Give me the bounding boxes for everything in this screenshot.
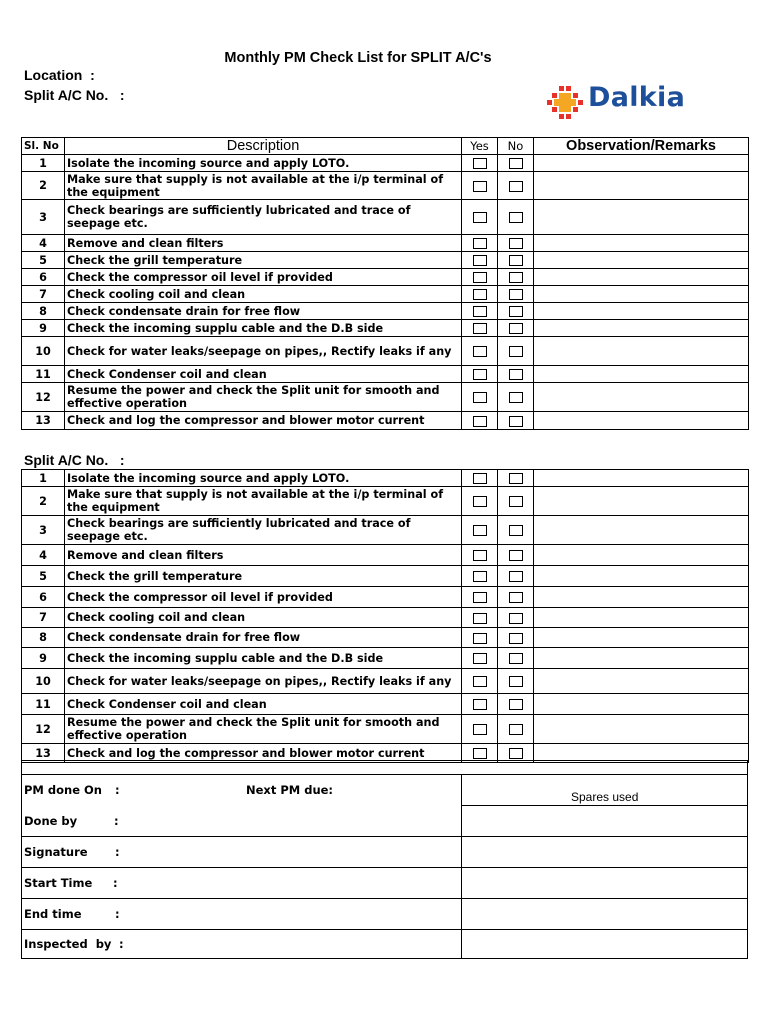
- yes-cell: [462, 320, 498, 337]
- yes-checkbox[interactable]: [473, 724, 487, 735]
- yes-checkbox[interactable]: [473, 699, 487, 710]
- row-description: Check the incoming supplu cable and the D.B side: [65, 648, 462, 669]
- no-checkbox[interactable]: [509, 571, 523, 582]
- no-checkbox[interactable]: [509, 724, 523, 735]
- remarks-cell[interactable]: [534, 470, 749, 487]
- signature-label: Signature: [24, 845, 88, 859]
- no-cell: [498, 608, 534, 628]
- remarks-cell[interactable]: [534, 320, 749, 337]
- row-sl-no: 11: [22, 366, 65, 383]
- checklist-table-1: [21, 137, 749, 430]
- yes-checkbox[interactable]: [473, 392, 487, 403]
- done-by-label: Done by: [24, 814, 78, 828]
- row-description: Check the compressor oil level if provided: [65, 269, 462, 286]
- remarks-cell[interactable]: [534, 383, 749, 412]
- no-cell: [498, 303, 534, 320]
- no-checkbox[interactable]: [509, 699, 523, 710]
- remarks-cell[interactable]: [534, 628, 749, 648]
- no-checkbox[interactable]: [509, 306, 523, 317]
- no-checkbox[interactable]: [509, 181, 523, 192]
- checklist-row: [22, 269, 749, 286]
- remarks-cell[interactable]: [534, 566, 749, 587]
- yes-checkbox[interactable]: [473, 748, 487, 759]
- row-description: Check cooling coil and clean: [65, 608, 462, 628]
- yes-checkbox[interactable]: [473, 323, 487, 334]
- remarks-cell[interactable]: [534, 337, 749, 366]
- row-sl-no: 13: [22, 412, 65, 430]
- no-checkbox[interactable]: [509, 346, 523, 357]
- yes-cell: [462, 286, 498, 303]
- row-sl-no: 4: [22, 235, 65, 252]
- checklist-body-2: [22, 470, 749, 763]
- yes-cell: [462, 200, 498, 235]
- yes-cell: [462, 383, 498, 412]
- yes-checkbox[interactable]: [473, 676, 487, 687]
- no-cell: [498, 235, 534, 252]
- header-yes: Yes: [462, 138, 498, 155]
- row-sl-no: 8: [22, 628, 65, 648]
- row-sl-no: 6: [22, 269, 65, 286]
- signoff-section: [21, 760, 748, 959]
- no-cell: [498, 252, 534, 269]
- checklist-row: [22, 608, 749, 628]
- checklist-row: [22, 470, 749, 487]
- checklist-row: [22, 303, 749, 320]
- no-checkbox[interactable]: [509, 496, 523, 507]
- inspected-by-label: Inspected by: [24, 937, 112, 951]
- remarks-cell[interactable]: [534, 303, 749, 320]
- checklist-row: [22, 628, 749, 648]
- yes-cell: [462, 269, 498, 286]
- checklist-row: [22, 669, 749, 694]
- no-checkbox[interactable]: [509, 323, 523, 334]
- yes-checkbox[interactable]: [473, 525, 487, 536]
- remarks-cell[interactable]: [534, 366, 749, 383]
- yes-checkbox[interactable]: [473, 613, 487, 624]
- yes-cell: [462, 715, 498, 744]
- no-checkbox[interactable]: [509, 653, 523, 664]
- row-sl-no: 7: [22, 608, 65, 628]
- remarks-cell[interactable]: [534, 487, 749, 516]
- yes-checkbox[interactable]: [473, 369, 487, 380]
- no-cell: [498, 412, 534, 430]
- remarks-cell[interactable]: [534, 648, 749, 669]
- no-checkbox[interactable]: [509, 416, 523, 427]
- yes-checkbox[interactable]: [473, 550, 487, 561]
- split-ac-no-label: Split A/C No. :: [24, 87, 125, 103]
- header-no: No: [498, 138, 534, 155]
- no-checkbox[interactable]: [509, 525, 523, 536]
- row-sl-no: 9: [22, 320, 65, 337]
- row-description: Make sure that supply is not available at the i/p terminal of the equipment: [65, 172, 462, 200]
- checklist-row: [22, 320, 749, 337]
- row-sl-no: 13: [22, 744, 65, 763]
- header-sl-no: Sl. No: [22, 138, 65, 155]
- remarks-cell[interactable]: [534, 412, 749, 430]
- row-sl-no: 5: [22, 566, 65, 587]
- row-sl-no: 1: [22, 470, 65, 487]
- row-sl-no: 10: [22, 337, 65, 366]
- no-cell: [498, 269, 534, 286]
- row-sl-no: 2: [22, 487, 65, 516]
- remarks-cell[interactable]: [534, 608, 749, 628]
- no-checkbox[interactable]: [509, 255, 523, 266]
- no-cell: [498, 200, 534, 235]
- no-cell: [498, 545, 534, 566]
- no-checkbox[interactable]: [509, 592, 523, 603]
- no-cell: [498, 172, 534, 200]
- yes-cell: [462, 303, 498, 320]
- checklist-row: [22, 412, 749, 430]
- remarks-cell[interactable]: [534, 669, 749, 694]
- yes-checkbox[interactable]: [473, 496, 487, 507]
- checklist-row: [22, 715, 749, 744]
- checklist-row: [22, 235, 749, 252]
- row-sl-no: 12: [22, 715, 65, 744]
- dalkia-mark-icon: [545, 84, 585, 120]
- page-title: Monthly PM Check List for SPLIT A/C's: [224, 50, 492, 66]
- no-checkbox[interactable]: [509, 289, 523, 300]
- done-by-colon: :: [114, 814, 119, 828]
- yes-checkbox[interactable]: [473, 255, 487, 266]
- yes-checkbox[interactable]: [473, 571, 487, 582]
- yes-cell: [462, 545, 498, 566]
- remarks-cell[interactable]: [534, 200, 749, 235]
- no-cell: [498, 337, 534, 366]
- no-cell: [498, 587, 534, 608]
- spares-used-label: Spares used: [571, 790, 639, 804]
- remarks-cell[interactable]: [534, 252, 749, 269]
- row-sl-no: 10: [22, 669, 65, 694]
- row-sl-no: 5: [22, 252, 65, 269]
- yes-checkbox[interactable]: [473, 653, 487, 664]
- yes-checkbox[interactable]: [473, 181, 487, 192]
- next-pm-due-label: Next PM due:: [246, 783, 334, 797]
- checklist-row: [22, 545, 749, 566]
- yes-cell: [462, 566, 498, 587]
- row-description: Check Condenser coil and clean: [65, 366, 462, 383]
- pm-done-on-label: PM done On: [24, 783, 102, 797]
- yes-cell: [462, 366, 498, 383]
- yes-cell: [462, 516, 498, 545]
- logo-text: Dalkia: [588, 82, 686, 113]
- row-sl-no: 12: [22, 383, 65, 412]
- yes-cell: [462, 470, 498, 487]
- remarks-cell[interactable]: [534, 172, 749, 200]
- no-checkbox[interactable]: [509, 212, 523, 223]
- row-description: Check condensate drain for free flow: [65, 303, 462, 320]
- yes-cell: [462, 235, 498, 252]
- yes-cell: [462, 648, 498, 669]
- start-time-label: Start Time: [24, 876, 93, 890]
- checklist-row: [22, 648, 749, 669]
- no-cell: [498, 516, 534, 545]
- row-description: Check for water leaks/seepage on pipes,, Rectify leaks if any: [65, 337, 462, 366]
- row-sl-no: 9: [22, 648, 65, 669]
- yes-checkbox[interactable]: [473, 346, 487, 357]
- yes-cell: [462, 487, 498, 516]
- remarks-cell[interactable]: [534, 235, 749, 252]
- remarks-cell[interactable]: [534, 587, 749, 608]
- dalkia-logo: [545, 84, 735, 120]
- no-cell: [498, 715, 534, 744]
- checklist-row: [22, 566, 749, 587]
- no-cell: [498, 628, 534, 648]
- no-cell: [498, 487, 534, 516]
- no-cell: [498, 648, 534, 669]
- no-checkbox[interactable]: [509, 550, 523, 561]
- yes-cell: [462, 412, 498, 430]
- yes-checkbox[interactable]: [473, 289, 487, 300]
- no-checkbox[interactable]: [509, 369, 523, 380]
- yes-checkbox[interactable]: [473, 416, 487, 427]
- remarks-cell[interactable]: [534, 286, 749, 303]
- no-checkbox[interactable]: [509, 613, 523, 624]
- yes-cell: [462, 694, 498, 715]
- checklist-body-1: [22, 155, 749, 430]
- no-checkbox[interactable]: [509, 158, 523, 169]
- yes-checkbox[interactable]: [473, 633, 487, 644]
- checklist-row: [22, 200, 749, 235]
- start-time-colon: :: [113, 876, 118, 890]
- no-checkbox[interactable]: [509, 272, 523, 283]
- no-cell: [498, 694, 534, 715]
- remarks-cell[interactable]: [534, 694, 749, 715]
- yes-checkbox[interactable]: [473, 592, 487, 603]
- row-description: Check bearings are sufficiently lubricated and trace of seepage etc.: [65, 516, 462, 545]
- row-description: Isolate the incoming source and apply LOTO.: [65, 470, 462, 487]
- row-description: Check Condenser coil and clean: [65, 694, 462, 715]
- remarks-cell[interactable]: [534, 155, 749, 172]
- row-description: Make sure that supply is not available at the i/p terminal of the equipment: [65, 487, 462, 516]
- no-cell: [498, 286, 534, 303]
- yes-cell: [462, 608, 498, 628]
- row-description: Check and log the compressor and blower motor current: [65, 744, 462, 763]
- header-remarks: Observation/Remarks: [534, 138, 749, 155]
- row-description: Isolate the incoming source and apply LOTO.: [65, 155, 462, 172]
- no-checkbox[interactable]: [509, 748, 523, 759]
- checklist-table-2: [21, 469, 749, 763]
- end-time-colon: :: [115, 907, 120, 921]
- header-description: Description: [65, 138, 462, 155]
- checklist-row: [22, 172, 749, 200]
- no-cell: [498, 470, 534, 487]
- row-sl-no: 1: [22, 155, 65, 172]
- checklist-row: [22, 366, 749, 383]
- checklist-row: [22, 487, 749, 516]
- yes-cell: [462, 628, 498, 648]
- yes-cell: [462, 172, 498, 200]
- location-label: Location :: [24, 67, 95, 83]
- yes-cell: [462, 587, 498, 608]
- yes-cell: [462, 337, 498, 366]
- no-cell: [498, 320, 534, 337]
- row-description: Check bearings are sufficiently lubricated and trace of seepage etc.: [65, 200, 462, 235]
- remarks-cell[interactable]: [534, 715, 749, 744]
- checklist-row: [22, 252, 749, 269]
- signature-colon: :: [115, 845, 120, 859]
- no-cell: [498, 566, 534, 587]
- yes-checkbox[interactable]: [473, 473, 487, 484]
- yes-checkbox[interactable]: [473, 212, 487, 223]
- yes-checkbox[interactable]: [473, 272, 487, 283]
- row-description: Resume the power and check the Split unit for smooth and effective operation: [65, 383, 462, 412]
- no-checkbox[interactable]: [509, 633, 523, 644]
- checklist-row: [22, 516, 749, 545]
- checklist-row: [22, 155, 749, 172]
- row-description: Check condensate drain for free flow: [65, 628, 462, 648]
- checklist-row: [22, 383, 749, 412]
- row-sl-no: 3: [22, 200, 65, 235]
- row-description: Check the incoming supplu cable and the D.B side: [65, 320, 462, 337]
- row-sl-no: 4: [22, 545, 65, 566]
- end-time-label: End time: [24, 907, 82, 921]
- inspected-by-colon: :: [119, 937, 124, 951]
- row-description: Check the grill temperature: [65, 566, 462, 587]
- row-description: Check and log the compressor and blower motor current: [65, 412, 462, 430]
- yes-cell: [462, 669, 498, 694]
- yes-checkbox[interactable]: [473, 158, 487, 169]
- no-checkbox[interactable]: [509, 473, 523, 484]
- pm-done-on-colon: :: [115, 783, 120, 797]
- row-description: Resume the power and check the Split unit for smooth and effective operation: [65, 715, 462, 744]
- checklist-row: [22, 587, 749, 608]
- row-sl-no: 7: [22, 286, 65, 303]
- no-cell: [498, 366, 534, 383]
- row-description: Check cooling coil and clean: [65, 286, 462, 303]
- no-cell: [498, 383, 534, 412]
- remarks-cell[interactable]: [534, 545, 749, 566]
- yes-cell: [462, 252, 498, 269]
- yes-cell: [462, 155, 498, 172]
- row-description: Check for water leaks/seepage on pipes,, Rectify leaks if any: [65, 669, 462, 694]
- row-sl-no: 3: [22, 516, 65, 545]
- row-description: Remove and clean filters: [65, 235, 462, 252]
- row-description: Remove and clean filters: [65, 545, 462, 566]
- row-sl-no: 11: [22, 694, 65, 715]
- no-cell: [498, 155, 534, 172]
- split-ac-no-label-2: Split A/C No. :: [24, 452, 125, 468]
- checklist-row: [22, 694, 749, 715]
- checklist-row: [22, 286, 749, 303]
- no-cell: [498, 669, 534, 694]
- row-sl-no: 8: [22, 303, 65, 320]
- row-description: Check the compressor oil level if provided: [65, 587, 462, 608]
- no-checkbox[interactable]: [509, 238, 523, 249]
- yes-checkbox[interactable]: [473, 306, 487, 317]
- row-sl-no: 6: [22, 587, 65, 608]
- no-checkbox[interactable]: [509, 392, 523, 403]
- no-checkbox[interactable]: [509, 676, 523, 687]
- remarks-cell[interactable]: [534, 516, 749, 545]
- yes-checkbox[interactable]: [473, 238, 487, 249]
- row-description: Check the grill temperature: [65, 252, 462, 269]
- remarks-cell[interactable]: [534, 269, 749, 286]
- row-sl-no: 2: [22, 172, 65, 200]
- checklist-row: [22, 337, 749, 366]
